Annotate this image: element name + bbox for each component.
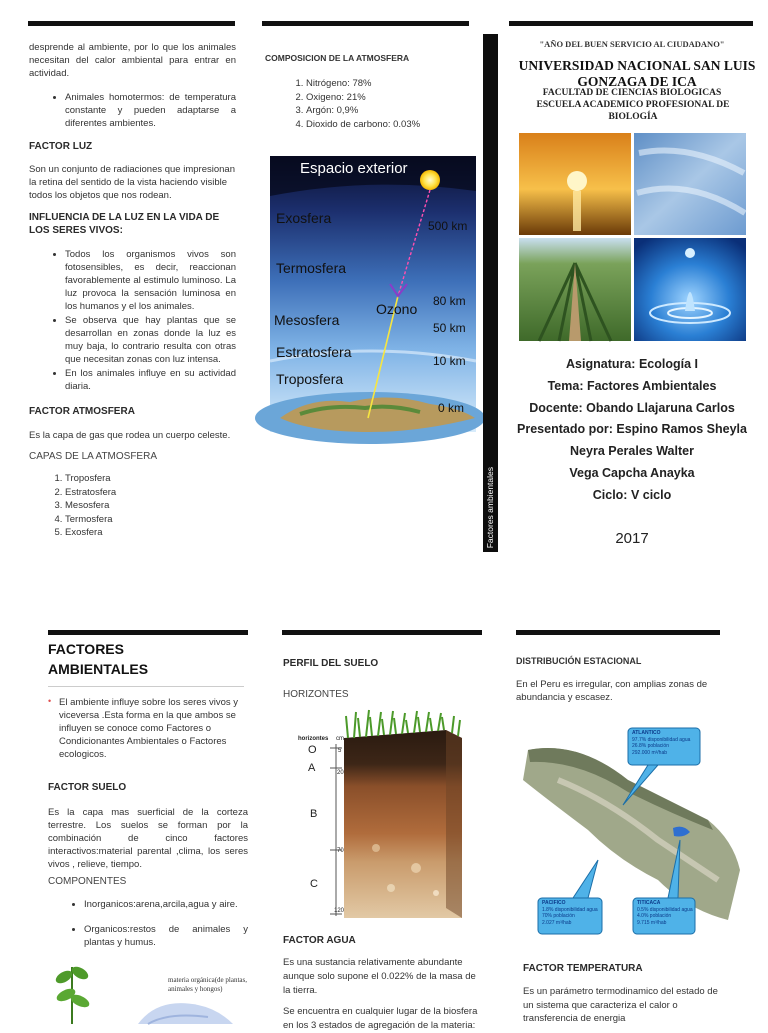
illustration-caption: materia orgánica(de plantas, animales y hongos): [168, 976, 247, 993]
soil-axis-title: horizontes: [298, 736, 329, 742]
bullet-list: [29, 91, 236, 131]
agua-paragraph: Se encuentra en cualquier lugar de la biosfera en los 3 estados de agregación de la materia:: [283, 1006, 478, 1031]
influencia-list: [29, 248, 236, 394]
tema: Tema: Factores Ambientales: [547, 378, 717, 393]
bullet-icon: •: [48, 696, 52, 706]
vertical-sidebar: [483, 34, 498, 552]
cover-photo-grid: [519, 133, 746, 341]
docente: Docente: Obando Llajaruna Carlos: [529, 400, 735, 415]
intro-block: [48, 696, 248, 761]
university-name: UNIVERSIDAD NACIONAL SAN LUIS GONZAGA DE ICA: [518, 58, 756, 89]
section-title-perfil: PERFIL DEL SUELO: [283, 658, 379, 669]
composicion-title: COMPOSICION DE LA ATMOSFERA: [265, 53, 410, 63]
horizontes-label: HORIZONTES: [283, 689, 349, 700]
diagram-km-label: 0 km: [438, 401, 465, 415]
composicion-list: [270, 77, 420, 131]
list-item: • Todos los organismos vivos son fotosensibles, es decir, reaccionan favorablemente al estimulo luminoso. La luz provoca la sensación luminosa en los humanos y el los animales.: [65, 248, 236, 313]
page-title: [48, 639, 148, 679]
list-item: 3. Mesosfera: [65, 499, 116, 513]
column-rule: [48, 630, 248, 635]
list-item: • Animales homotermos: de temperatura constante y pueden adaptarse a diferentes ambientes.: [65, 91, 236, 130]
column-rule: [262, 21, 469, 26]
section-title-agua: FACTOR AGUA: [283, 935, 356, 946]
column-rule: [282, 630, 482, 635]
list-item: • Se observa que hay plantas que se desarrollan en zonas donde la luz es muy baja, lo contrario resulta con otras que necesitan zonas con luz intensa.: [65, 314, 236, 366]
atmosfera-paragraph: Es la capa de gas que rodea un cuerpo celeste.: [29, 430, 231, 441]
intro-paragraph: El ambiente influye sobre los seres vivos y viceversa .Esta forma en la que ambos se influyen se conoce como Factores o Condicionantes Ambientales o Factores ecologicos.: [59, 697, 238, 760]
soil-horizon-letter: O: [308, 744, 317, 756]
soil-depth-label: 5: [338, 748, 342, 754]
list-item: 3. Argón: 0,9%: [306, 104, 420, 118]
soil-horizon-letter: A: [308, 762, 316, 774]
suelo-paragraph: Es la capa mas suerficial de la corteza terrestre. Los suelos se forman por la combinación de cinco factores interactivos:material parental ,clima, los seres vivos , relieve, tiempo.: [48, 807, 248, 870]
soil-horizon-letter: B: [310, 808, 318, 820]
diagram-km-label: 10 km: [433, 354, 466, 368]
diagram-label-ozono: Ozono: [376, 301, 418, 317]
cover-info: [510, 354, 754, 507]
soil-depth-label: 70: [337, 848, 344, 854]
column-rule: [509, 21, 753, 26]
componentes-title: COMPONENTES: [48, 876, 127, 887]
diagram-label-espacio: Espacio exterior: [300, 160, 408, 177]
list-item: 2. Estratosfera: [65, 486, 116, 500]
soil-depth-label: 20: [337, 770, 344, 776]
list-item: 1. Nitrógeno: 78%: [306, 77, 420, 91]
diagram-layer-label: Estratosfera: [276, 344, 352, 360]
presentado-por: Presentado por: Espino Ramos Sheyla: [517, 422, 747, 437]
soil-axis-unit: cm: [336, 736, 344, 742]
list-item: 1. Troposfera: [65, 472, 116, 486]
capas-title: CAPAS DE LA ATMOSFERA: [29, 451, 157, 462]
column-rule: [516, 630, 720, 635]
column-rule: [28, 21, 235, 26]
intro-paragraph: desprende al ambiente, por lo que los animales necesitan del calor ambiental para entrar en actividad.: [29, 42, 236, 79]
peru-water-map: [518, 720, 746, 942]
section-title-atmosfera: FACTOR ATMOSFERA: [29, 406, 135, 417]
ciclo: Ciclo: V ciclo: [592, 487, 672, 502]
asignatura: Asignatura: Ecología I: [566, 357, 698, 371]
school-name: ESCUELA ACADEMICO PROFESIONAL DE BIOLOGÍA: [536, 100, 730, 122]
section-title-suelo: FACTOR SUELO: [48, 782, 127, 793]
atmosphere-diagram: [270, 156, 476, 432]
soil-horizon-letter: C: [310, 878, 318, 890]
callout-pacifico: PACIFICO 1.8% disponibilidad agua 70% población 2.027 m³/hab: [542, 900, 598, 926]
luz-paragraph: Son un conjunto de radiaciones que impresionan la retina del sentido de la vista haciendo visible todos los objetos que nos rodean.: [29, 164, 235, 201]
diagram-layer-label: Exosfera: [276, 210, 332, 226]
diagram-km-label: 50 km: [433, 321, 466, 335]
componentes-list: [48, 898, 248, 950]
faculty-name: FACULTAD DE CIENCIAS BIOLOGICAS: [542, 88, 722, 98]
capas-list: [29, 472, 116, 540]
section-title-temperatura: FACTOR TEMPERATURA: [523, 963, 643, 974]
diagram-layer-label: Termosfera: [276, 260, 347, 276]
author-name: Vega Capcha Anayka: [569, 465, 695, 480]
year-motto: "AÑO DEL BUEN SERVICIO AL CIUDADANO": [539, 39, 725, 49]
diagram-layer-label: Troposfera: [276, 371, 344, 387]
plant-illustration: [48, 957, 248, 1024]
callout-titicaca: TITICACA 0.5% disponibilidad agua 4.0% población 9.715 m³/hab: [637, 900, 693, 926]
soil-depth-label: 120: [334, 908, 345, 914]
list-item: • Organicos:restos de animales y plantas y humus.: [84, 923, 248, 949]
diagram-layer-label: Mesosfera: [274, 312, 340, 328]
author-name: Neyra Perales Walter: [570, 444, 694, 459]
section-title-influencia: INFLUENCIA DE LA LUZ EN LA VIDA DE LOS SERES VIVOS:: [29, 212, 220, 236]
callout-atlantico: ATLANTICO 97.7% disponibilidad agua 26.8% población 292.000 m³/hab: [632, 730, 691, 756]
diagram-km-label: 500 km: [428, 219, 468, 233]
agua-paragraph: Es una sustancia relativamente abundante aunque solo supone el 0.022% de la masa de la tierra.: [283, 957, 476, 996]
page-title-line: FACTORES: [48, 641, 124, 657]
page-title-line: AMBIENTALES: [48, 661, 149, 677]
diagram-km-label: 80 km: [433, 294, 466, 308]
distribucion-paragraph: En el Peru es irregular, con amplias zonas de abundancia y escasez.: [516, 679, 708, 703]
list-item: • En los animales influye en su actividad diaria.: [65, 367, 236, 393]
sidebar-text: Factores ambientales: [485, 466, 495, 548]
cover-year: 2017: [615, 530, 649, 547]
section-title-distribucion: DISTRIBUCIÓN ESTACIONAL: [516, 656, 642, 666]
temperatura-paragraph: Es un parámetro termodinamico del estado de un sistema que caracteriza el calor o transferencia de energia: [523, 986, 718, 1024]
section-title-luz: FACTOR LUZ: [29, 141, 93, 152]
list-item: 4. Termosfera: [65, 513, 116, 527]
title-divider: [48, 686, 244, 687]
list-item: • Inorganicos:arena,arcila,agua y aire.: [84, 898, 248, 911]
list-item: 2. Oxigeno: 21%: [306, 91, 420, 105]
list-item: 4. Dioxido de carbono: 0.03%: [306, 118, 420, 132]
list-item: 5. Exosfera: [65, 526, 116, 540]
soil-profile-diagram: [296, 708, 466, 920]
